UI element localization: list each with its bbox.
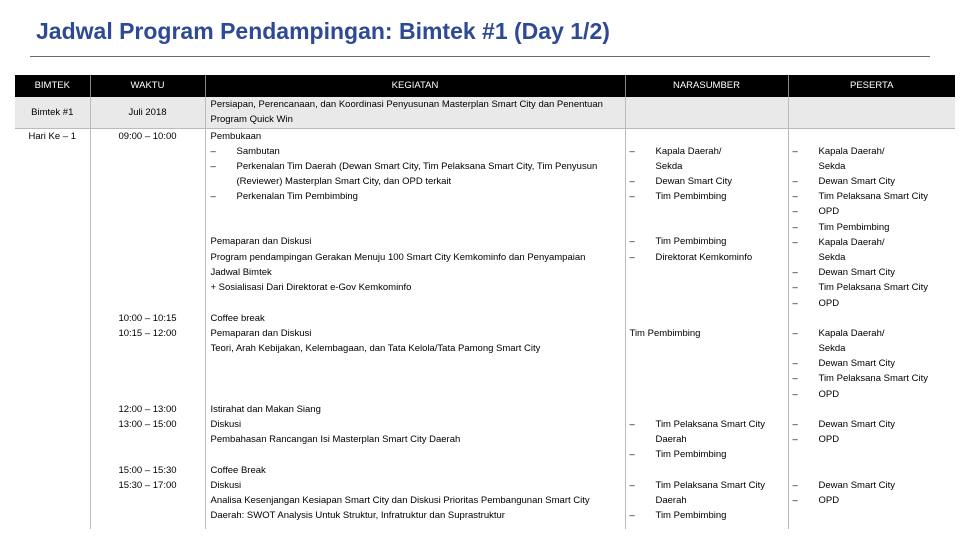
table-row	[15, 402, 955, 463]
day-label: Hari Ke – 1	[28, 130, 77, 142]
list-item: – Tim Pembimbing	[629, 449, 727, 461]
narasumber-cell	[625, 128, 788, 234]
table-header-row	[15, 75, 955, 97]
list-item: – Kapala Daerah/	[792, 145, 885, 157]
kegiatan-text: Pemaparan dan Diskusi	[210, 327, 312, 339]
time-slot: 12:00 – 13:00	[118, 403, 177, 415]
bimtek-label: Bimtek #1	[31, 107, 74, 118]
list-item: – OPD	[792, 297, 840, 309]
list-item: – Dewan Smart City	[792, 175, 896, 187]
kegiatan-text: Diskusi	[210, 418, 242, 430]
kegiatan-text: Teori, Arah Kebijakan, Kelembagaan, dan Tata Kelola/Tata Pamong Smart City	[210, 343, 541, 355]
list-item: – OPD	[792, 494, 840, 506]
kegiatan-cell	[205, 402, 625, 463]
list-item: Sekda	[818, 160, 846, 172]
list-item: – Perkenalan Tim Pembimbing	[210, 191, 358, 203]
bimtek-cell	[15, 128, 90, 234]
list-item: – Kapala Daerah/	[629, 145, 722, 157]
list-item: – Tim Pembimbing	[792, 221, 890, 233]
waktu-cell	[90, 97, 205, 128]
bimtek-cell	[15, 97, 90, 128]
peserta-cell	[788, 463, 955, 529]
kegiatan-text: Coffee break	[210, 312, 265, 324]
peserta-cell	[788, 311, 955, 402]
list-item: – OPD	[792, 388, 840, 400]
list-item: – Perkenalan Tim Daerah (Dewan Smart City, Tim Pelaksana Smart City, Tim Penyusun	[210, 160, 598, 172]
list-item: – OPD	[792, 433, 840, 445]
list-item: – Dewan Smart City	[792, 267, 896, 279]
list-item: – Dewan Smart City	[792, 418, 896, 430]
list-item: – Dewan Smart City	[629, 175, 733, 187]
list-item: – Kapala Daerah/	[792, 327, 885, 339]
table-row	[15, 128, 955, 234]
kegiatan-text: Program pendampingan Gerakan Menuju 100 Smart City Kemkominfo dan Penyampaian	[210, 251, 586, 263]
list-item: Sekda	[818, 251, 846, 263]
list-item-continuation: (Reviewer) Masterplan Smart City, dan OPD terkait	[236, 176, 452, 188]
time-slot: 09:00 – 10:00	[118, 130, 177, 142]
list-item: – Tim Pelaksana Smart City	[792, 373, 928, 385]
kegiatan-cell	[205, 97, 625, 128]
bimtek-cell	[15, 311, 90, 402]
kegiatan-text: + Sosialisasi Dari Direktorat e-Gov Kemkominfo	[210, 282, 412, 294]
table-row	[15, 97, 955, 128]
list-item: Sekda	[655, 160, 683, 172]
narasumber-text: Tim Pembimbing	[629, 327, 701, 339]
waktu-cell	[90, 402, 205, 463]
header-kegiatan: KEGIATAN	[205, 75, 625, 97]
peserta-cell	[788, 97, 955, 128]
bimtek-cell	[15, 402, 90, 463]
list-item: – Tim Pelaksana Smart City	[792, 191, 928, 203]
kegiatan-cell	[205, 311, 625, 402]
list-item: Sekda	[818, 342, 846, 354]
list-item: – OPD	[792, 206, 840, 218]
kegiatan-text: Analisa Kesenjangan Kesiapan Smart City dan Diskusi Prioritas Pembangunan Smart City	[210, 495, 590, 507]
list-item: – Tim Pembimbing	[629, 510, 727, 522]
list-item: – Direktorat Kemkominfo	[629, 251, 753, 263]
kegiatan-cell	[205, 234, 625, 310]
time-slot: 10:15 – 12:00	[118, 327, 177, 339]
list-item: – Sambutan	[210, 145, 280, 157]
time-slot: 15:30 – 17:00	[118, 479, 177, 491]
list-item: – Tim Pembimbing	[629, 191, 727, 203]
kegiatan-text: Diskusi	[210, 479, 242, 491]
header-peserta: PESERTA	[788, 75, 955, 97]
narasumber-cell	[625, 311, 788, 402]
list-item: Daerah	[655, 433, 687, 445]
kegiatan-text: Pemaparan dan Diskusi	[210, 236, 312, 248]
page-title: Jadwal Program Pendampingan: Bimtek #1 (Day 1/2)	[36, 18, 610, 44]
list-item: – Tim Pembimbing	[629, 236, 727, 248]
peserta-cell	[788, 128, 955, 311]
schedule-table	[15, 75, 955, 529]
list-item: – Dewan Smart City	[792, 479, 896, 491]
narasumber-cell	[625, 234, 788, 310]
narasumber-cell	[625, 402, 788, 463]
header-narasumber: NARASUMBER	[625, 75, 788, 97]
header-waktu: WAKTU	[90, 75, 205, 97]
kegiatan-text: Istirahat dan Makan Siang	[210, 403, 321, 415]
kegiatan-cell	[205, 463, 625, 529]
bimtek-cell	[15, 234, 90, 310]
waktu-cell	[90, 463, 205, 529]
list-item: – Dewan Smart City	[792, 358, 896, 370]
table-row	[15, 463, 955, 529]
kegiatan-text: Coffee Break	[210, 464, 266, 476]
kegiatan-title: Pembukaan	[210, 130, 262, 142]
time-slot: 15:00 – 15:30	[118, 464, 177, 476]
table-row	[15, 311, 955, 402]
month-label: Juli 2018	[128, 107, 167, 118]
narasumber-cell	[625, 97, 788, 128]
kegiatan-cell	[205, 128, 625, 234]
list-item: – Tim Pelaksana Smart City	[629, 418, 765, 430]
time-slot: 10:00 – 10:15	[118, 312, 177, 324]
peserta-cell	[788, 402, 955, 463]
kegiatan-text: Persiapan, Perencanaan, dan Koordinasi Penyusunan Masterplan Smart City dan Penentuan Program Quick Win	[210, 99, 603, 126]
list-item: – Kapala Daerah/	[792, 236, 885, 248]
header-bimtek: BIMTEK	[15, 75, 90, 97]
kegiatan-text: Daerah: SWOT Analysis Untuk Struktur, Infratruktur dan Suprastruktur	[210, 510, 505, 522]
bimtek-cell	[15, 463, 90, 529]
waktu-cell	[90, 311, 205, 402]
title-divider	[30, 56, 930, 57]
narasumber-cell	[625, 463, 788, 529]
kegiatan-text: Jadwal Bimtek	[210, 266, 272, 278]
list-item: – Tim Pelaksana Smart City	[629, 479, 765, 491]
list-item: – Tim Pelaksana Smart City	[792, 282, 928, 294]
list-item: Daerah	[655, 494, 687, 506]
kegiatan-text: Pembahasan Rancangan Isi Masterplan Smart City Daerah	[210, 434, 461, 446]
waktu-cell	[90, 128, 205, 234]
time-slot: 13:00 – 15:00	[118, 418, 177, 430]
waktu-cell	[90, 234, 205, 310]
